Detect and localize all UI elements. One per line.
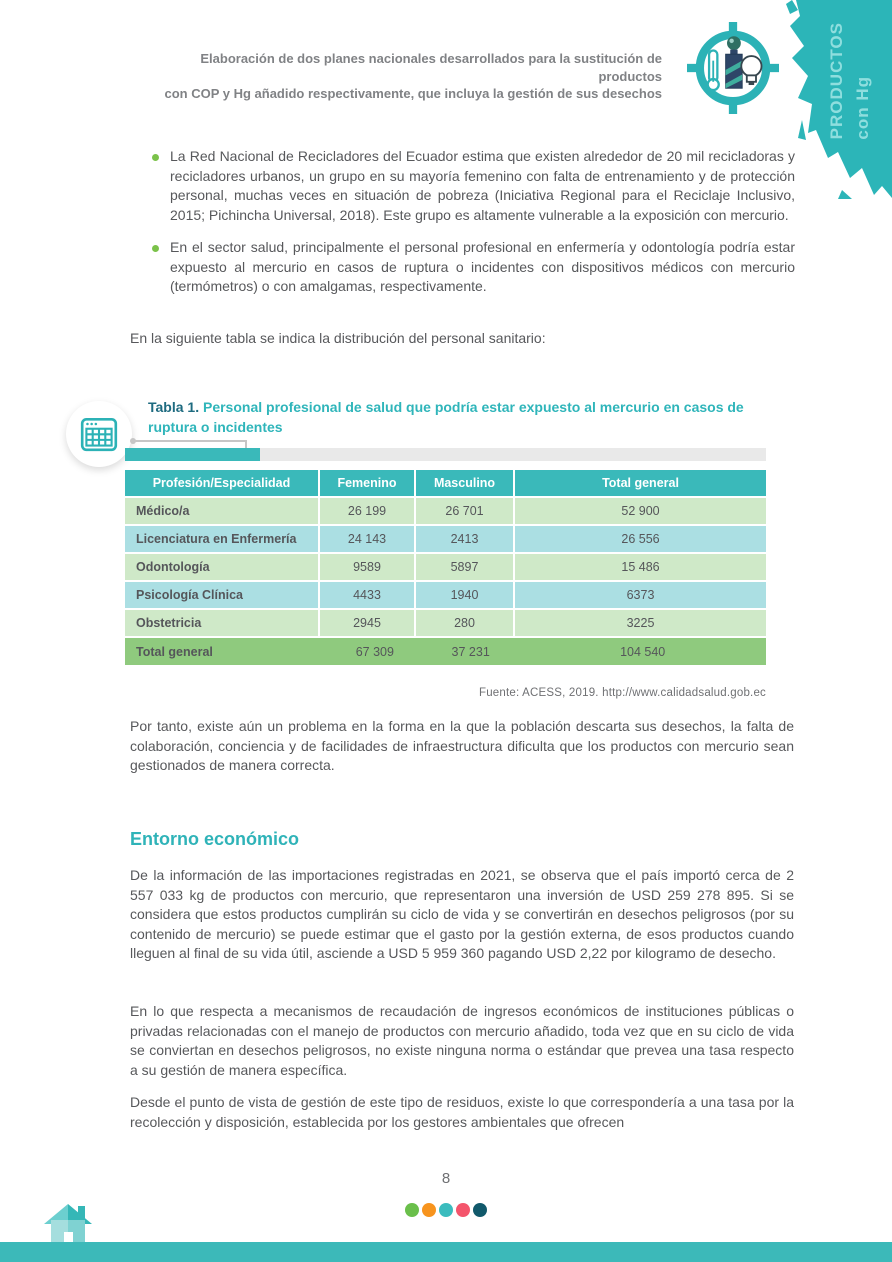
- table-caption: [148, 397, 766, 437]
- table-row: [125, 582, 766, 608]
- cell-total: 52 900: [515, 498, 766, 524]
- cell-femenino: 9589: [320, 554, 414, 580]
- target-products-logo-icon: [687, 22, 779, 114]
- table-caption-label: Tabla 1.: [148, 399, 200, 415]
- cell-femenino: 26 199: [320, 498, 414, 524]
- table-header-row: [125, 470, 766, 496]
- table-source: Fuente: ACESS, 2019. http://www.calidadsalud.gob.ec: [478, 687, 766, 699]
- cell-masculino: 1940: [416, 582, 513, 608]
- cell-total: 104 540: [620, 644, 666, 659]
- cell-masculino: 5897: [416, 554, 513, 580]
- side-banner-text-hg: con Hg: [853, 76, 872, 140]
- cell-femenino: 4433: [320, 582, 414, 608]
- decorative-bar-teal: [125, 448, 260, 461]
- bullet-list: [130, 147, 795, 310]
- bullet-dot-icon: [152, 245, 159, 252]
- cell-femenino: 24 143: [320, 526, 414, 552]
- document-header: [142, 50, 662, 103]
- side-banner-text-products: PRODUCTOS: [827, 22, 846, 140]
- header-line-1: Elaboración de dos planes nacionales desarrollados para la sustitución de productos: [200, 51, 662, 84]
- cell-total-label: Total general: [136, 644, 213, 659]
- bullet-text: En el sector salud, principalmente el personal profesional en enfermería y odontología podría estar expuesto al mercurio en casos de ruptura o incidentes con dispositivos médicos con mercurio (termómetros) o con amalgamas, respectivamente.: [170, 239, 795, 294]
- paragraph-por-tanto: Por tanto, existe aún un problema en la forma en la que la población descarta sus desechos, la falta de colaboración, conciencia y de facilidades de infraestructura dificulta que los productos con mercurio sean gestionados de manera correcta.: [130, 718, 794, 773]
- spreadsheet-table-icon: [78, 413, 120, 455]
- page-number: 8: [441, 1170, 451, 1187]
- header-line-2: con COP y Hg añadido respectivamente, que incluya la gestión de sus desechos: [164, 86, 662, 101]
- table-row: [125, 610, 766, 636]
- cell-masculino: 2413: [416, 526, 513, 552]
- home-icon: [38, 1200, 98, 1248]
- bullet-item-sector-salud: [130, 238, 795, 297]
- table-total-row: [125, 638, 766, 665]
- table-icon-badge: [66, 401, 132, 467]
- dot-red: [456, 1203, 470, 1217]
- cell-profession: Licenciatura en Enfermería: [125, 526, 318, 552]
- footer-bar: [0, 1242, 892, 1262]
- connector-line: [133, 440, 247, 442]
- cell-masculino: 26 701: [416, 498, 513, 524]
- column-header: Profesión/Especialidad: [125, 470, 318, 496]
- dot-orange: [422, 1203, 436, 1217]
- paragraph-importaciones: De la información de las importaciones registradas en 2021, se observa que el país importó cerca de 2 557 033 kg de productos con mercurio, que representaron una inversión de USD 259 278 895. Si se considera que estos productos cumplirán su ciclo de vida y se convertirán en desechos peligrosos (por su contenido de mercurio) se puede estimar que el gasto por la gestión externa, de esos productos cuando lleguen al final de su vida útil, asciende a USD 5 959 360 pagando USD 2,22 por kilogramo de desecho.: [130, 867, 794, 961]
- pagination-dots: [0, 1203, 892, 1217]
- cell-profession: Odontología: [125, 554, 318, 580]
- cell-total: 26 556: [515, 526, 766, 552]
- bullet-text: La Red Nacional de Recicladores del Ecuador estima que existen alrededor de 20 mil recicladoras y recicladores urbanos, un grupo en su mayoría femenino con falta de entrenamiento y de protección personal, muchas veces en situación de pobreza (Iniciativa Regional para el Reciclaje Inclusivo, 2015; Pichincha Universal, 2018). Este grupo es altamente vulnerable a la exposición con mercurio.: [170, 148, 795, 223]
- bullet-item-recicladores: [130, 147, 795, 225]
- intro-paragraph: En la siguiente tabla se indica la distribución del personal sanitario:: [130, 330, 546, 346]
- cell-femenino: 2945: [320, 610, 414, 636]
- paragraph-gestion: Desde el punto de vista de gestión de este tipo de residuos, existe lo que correspondería a una tasa por la recolección y disposición, establecida por los gestores ambientales que ofrecen: [130, 1094, 794, 1130]
- cell-profession: Médico/a: [125, 498, 318, 524]
- cell-total: 6373: [515, 582, 766, 608]
- cell-masculino: 280: [416, 610, 513, 636]
- dot-green: [405, 1203, 419, 1217]
- table-caption-title: Personal profesional de salud que podría estar expuesto al mercurio en casos de ruptura o incidentes: [148, 399, 744, 435]
- table-row: [125, 498, 766, 524]
- cell-total: 3225: [515, 610, 766, 636]
- cell-profession: Obstetricia: [125, 610, 318, 636]
- dot-teal: [439, 1203, 453, 1217]
- cell-total: 15 486: [515, 554, 766, 580]
- decorative-bar-gray: [260, 448, 766, 461]
- section-heading-entorno-economico: Entorno económico: [130, 829, 300, 849]
- table-row: [125, 526, 766, 552]
- cell-masculino: 37 231: [451, 644, 490, 659]
- column-header: Femenino: [320, 470, 414, 496]
- column-header: Masculino: [416, 470, 513, 496]
- data-table: [125, 470, 766, 665]
- cell-profession: Psicología Clínica: [125, 582, 318, 608]
- table-row: [125, 554, 766, 580]
- paragraph-mecanismos: En lo que respecta a mecanismos de recaudación de ingresos económicos de instituciones públicas o privadas relacionadas con el manejo de productos con mercurio añadido, toda vez que en su ciclo de vida se conviertan en desechos peligrosos, no existe ninguna norma o estándar que prevea una tasa respecto a su gestión de manera específica.: [130, 1003, 794, 1078]
- cell-femenino: 67 309: [355, 644, 394, 659]
- column-header: Total general: [515, 470, 766, 496]
- bullet-dot-icon: [152, 154, 159, 161]
- dot-darkteal: [473, 1203, 487, 1217]
